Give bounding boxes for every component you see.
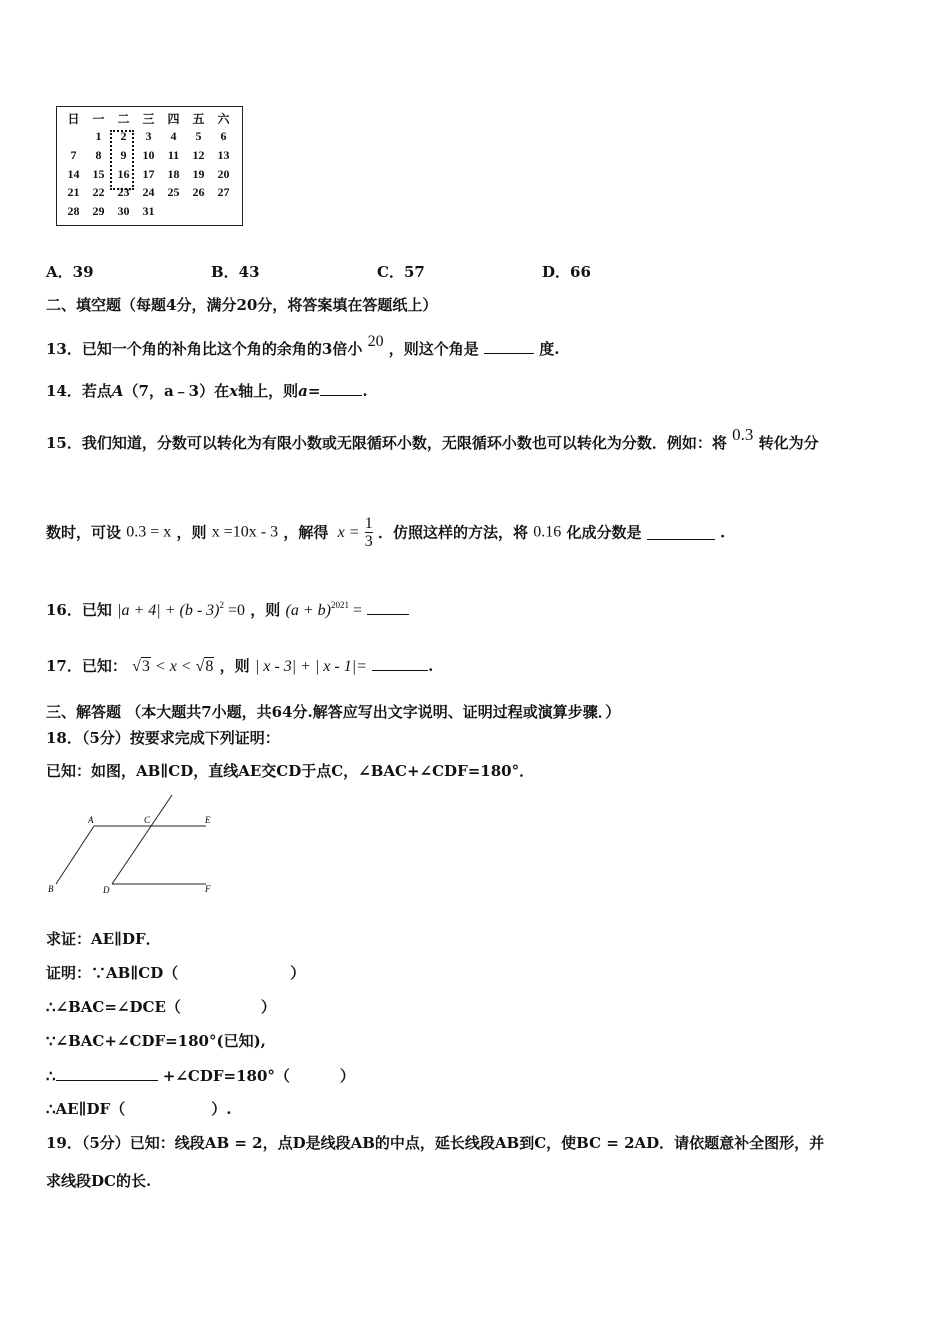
calendar-header: 四 [167,111,180,126]
calendar-cell: 5 [195,129,202,144]
calendar-cell: 8 [95,147,102,162]
step-5-text: ∴AE∥DF（ [46,1100,126,1118]
calendar-image [56,106,243,226]
question-19-line-2: 求线段DC的长. [46,1172,152,1190]
question-14 [46,381,368,400]
q15-text-c: ，解得 [283,523,329,542]
label-c: C [144,815,151,825]
q16-exp1: 2 [219,600,224,610]
calendar-row [61,183,236,202]
q16-exp2: 2021 [330,600,349,610]
calendar-cell [61,128,86,147]
calendar-header: 六 [217,111,230,126]
calendar-table [61,109,236,221]
label-e: E [205,815,211,825]
line-dc-extended [112,795,172,884]
q14-eq: = [307,382,321,400]
step-4-text-b: +∠CDF=180°（ [162,1067,290,1085]
proof-step-1 [46,964,305,982]
q14-text: 14．若点 [46,382,112,400]
question-19-line-1: 19．（5分）已知：线段AB = 2，点D是线段AB的中点，延长线段AB到C，使BC = 2AD．请依题意补全图形，并 [46,1134,825,1152]
calendar-header: 三 [142,111,155,126]
proof-step-4 [46,1066,355,1085]
calendar-cell: 16 [117,166,130,181]
q17-mid: ，则 [219,657,250,675]
q17-tail: . [428,657,434,675]
question-17 [46,656,433,676]
section-3-heading: 三、解答题 （本大题共7小题，共64分.解答应写出文字说明、证明过程或演算步骤．） [46,703,621,721]
q15-denominator: 3 [364,533,373,550]
calendar-cell: 13 [217,147,230,162]
q16-mid: ，则 [250,601,281,619]
q15-eq2: x =10x - 3 [211,523,279,541]
q17-ineq-mid: < x < [150,658,196,675]
q14-coords: （7，a﹣3） [123,382,215,400]
calendar-cell: 11 [167,147,180,162]
step-2-text: ∴∠BAC=∠DCE（ [46,998,181,1016]
section-2-heading: 二、填空题（每题4分，满分20分，将答案填在答题纸上） [46,296,438,314]
q15-text-b: ，则 [176,523,207,542]
calendar-cell: 10 [142,147,155,162]
calendar-cell: 19 [192,166,205,181]
sqrt-3: √3 [132,658,150,675]
label-a: A [88,815,94,825]
line-ab [56,826,94,884]
q17-expr: | x - 3| + | x - 1|= [254,658,367,675]
calendar-cell: 2 [120,129,127,144]
calendar-cell: 21 [67,185,80,200]
q14-end: 轴上，则 [238,382,299,400]
calendar-row [61,202,236,221]
question-13 [46,333,560,358]
q15-text-e: 化成分数是 [566,523,642,542]
calendar-cell: 29 [92,203,105,218]
option-d: D．66 [542,263,591,281]
calendar-row [61,128,236,147]
q15-text-a: 数时，可设 [46,523,122,542]
calendar-row [61,165,236,184]
q15-tail: . [719,523,726,542]
calendar-cell: 24 [142,185,155,200]
question-18-prove: 求证：AE∥DF． [46,930,161,948]
calendar-cell: 9 [120,147,127,162]
answer-blank[interactable] [367,600,409,615]
question-18-title: 18．（5分）按要求完成下列证明： [46,729,280,747]
step-4-end: ） [339,1067,355,1085]
q16-eq1: |a + 4| + (b - 3) [117,602,220,619]
calendar-cell: 12 [192,147,205,162]
calendar-cell: 14 [67,166,80,181]
option-b: B．43 [211,263,260,281]
q17-text: 17．已知： [46,657,127,675]
calendar-header: 五 [192,111,205,126]
calendar-cell: 15 [92,166,105,181]
calendar-header: 一 [92,111,105,126]
q13-text-after: ，则这个角是 [388,340,479,358]
answer-blank[interactable] [56,1066,158,1081]
q14-mid: 在 [214,382,230,400]
q13-text: 13．已知一个角的补角比这个角的余角的3倍小 [46,340,363,358]
calendar-header: 日 [67,111,80,126]
calendar-cell: 30 [117,203,130,218]
calendar-cell: 22 [92,185,105,200]
answer-blank[interactable] [647,525,715,540]
q15-sol-var: x = [337,523,360,541]
calendar-cell: 4 [170,129,177,144]
q14-var: a [298,382,308,400]
q15-text-end: 转化为分 [758,434,819,452]
step-5-end: ）. [211,1100,232,1118]
q13-value: 20 [367,333,384,350]
geometry-figure [46,790,226,900]
q15-fraction [365,515,373,550]
calendar-cell [211,202,236,221]
calendar-cell: 17 [142,166,155,181]
option-a: A．39 [46,263,94,281]
calendar-cell: 20 [217,166,230,181]
calendar-cell: 27 [217,185,230,200]
question-15-line-1 [46,426,819,452]
q15-eq1: 0.3 = x [126,523,172,541]
proof-step-2 [46,998,276,1016]
q16-eq-end: = [348,602,362,619]
calendar-header: 二 [117,111,130,126]
question-15-line-2 [46,515,725,550]
q16-expr: (a + b) [285,602,331,619]
step-2-end: ） [260,998,276,1016]
question-18-given: 已知：如图，AB∥CD，直线AE交CD于点C，∠BAC+∠CDF=180°． [46,762,535,780]
option-c: C．57 [377,263,425,281]
q15-repeat1-text: 0.3 [732,425,754,444]
calendar-cell [186,202,211,221]
answer-blank[interactable] [484,339,534,354]
calendar-cell: 7 [70,147,77,162]
calendar-cell: 26 [192,185,205,200]
q13-unit: 度. [539,340,560,358]
q14-tail: . [362,382,368,400]
calendar-header-row [61,109,236,128]
calendar-cell: 23 [117,185,130,200]
calendar-dotted-frame [110,130,134,190]
q14-point: A [111,382,124,400]
label-d: D [103,885,110,895]
calendar-row [61,146,236,165]
q15-text: 15．我们知道，分数可以转化为有限小数或无限循环小数，无限循环小数也可以转化为分数．例如：将 [46,434,727,452]
calendar-cell: 3 [145,129,152,144]
question-16 [46,596,409,620]
calendar-cell: 6 [220,129,227,144]
proof-step-3: ∵∠BAC+∠CDF=180°(已知), [46,1032,266,1050]
step-1-end: ） [290,964,306,982]
label-b: B [48,884,54,894]
proof-step-5 [46,1100,231,1118]
label-f: F [205,884,211,894]
step-4-text: ∴ [46,1067,56,1085]
q15-text-d: ．仿照这样的方法，将 [377,523,528,542]
step-1-text: 证明：∵AB∥CD（ [46,964,179,982]
sqrt-8: √8 [195,658,214,675]
calendar-cell: 31 [142,203,155,218]
sqrt-3-radicand: 3 [141,658,150,675]
q16-eq1-end: =0 [223,602,246,619]
answer-blank[interactable] [320,381,362,396]
q15-repeating-decimal [732,425,753,444]
q15-numerator: 1 [364,515,373,532]
calendar-cell: 25 [167,185,180,200]
q14-axis: x [229,382,239,400]
calendar-cell [161,202,186,221]
q16-text: 16．已知 [46,601,112,619]
answer-blank[interactable] [372,656,428,671]
calendar-cell: 18 [167,166,180,181]
sqrt-8-radicand: 8 [205,658,214,675]
q15-repeat2: 0.16 [533,523,562,541]
calendar-cell: 1 [95,129,102,144]
calendar-cell: 28 [67,203,80,218]
